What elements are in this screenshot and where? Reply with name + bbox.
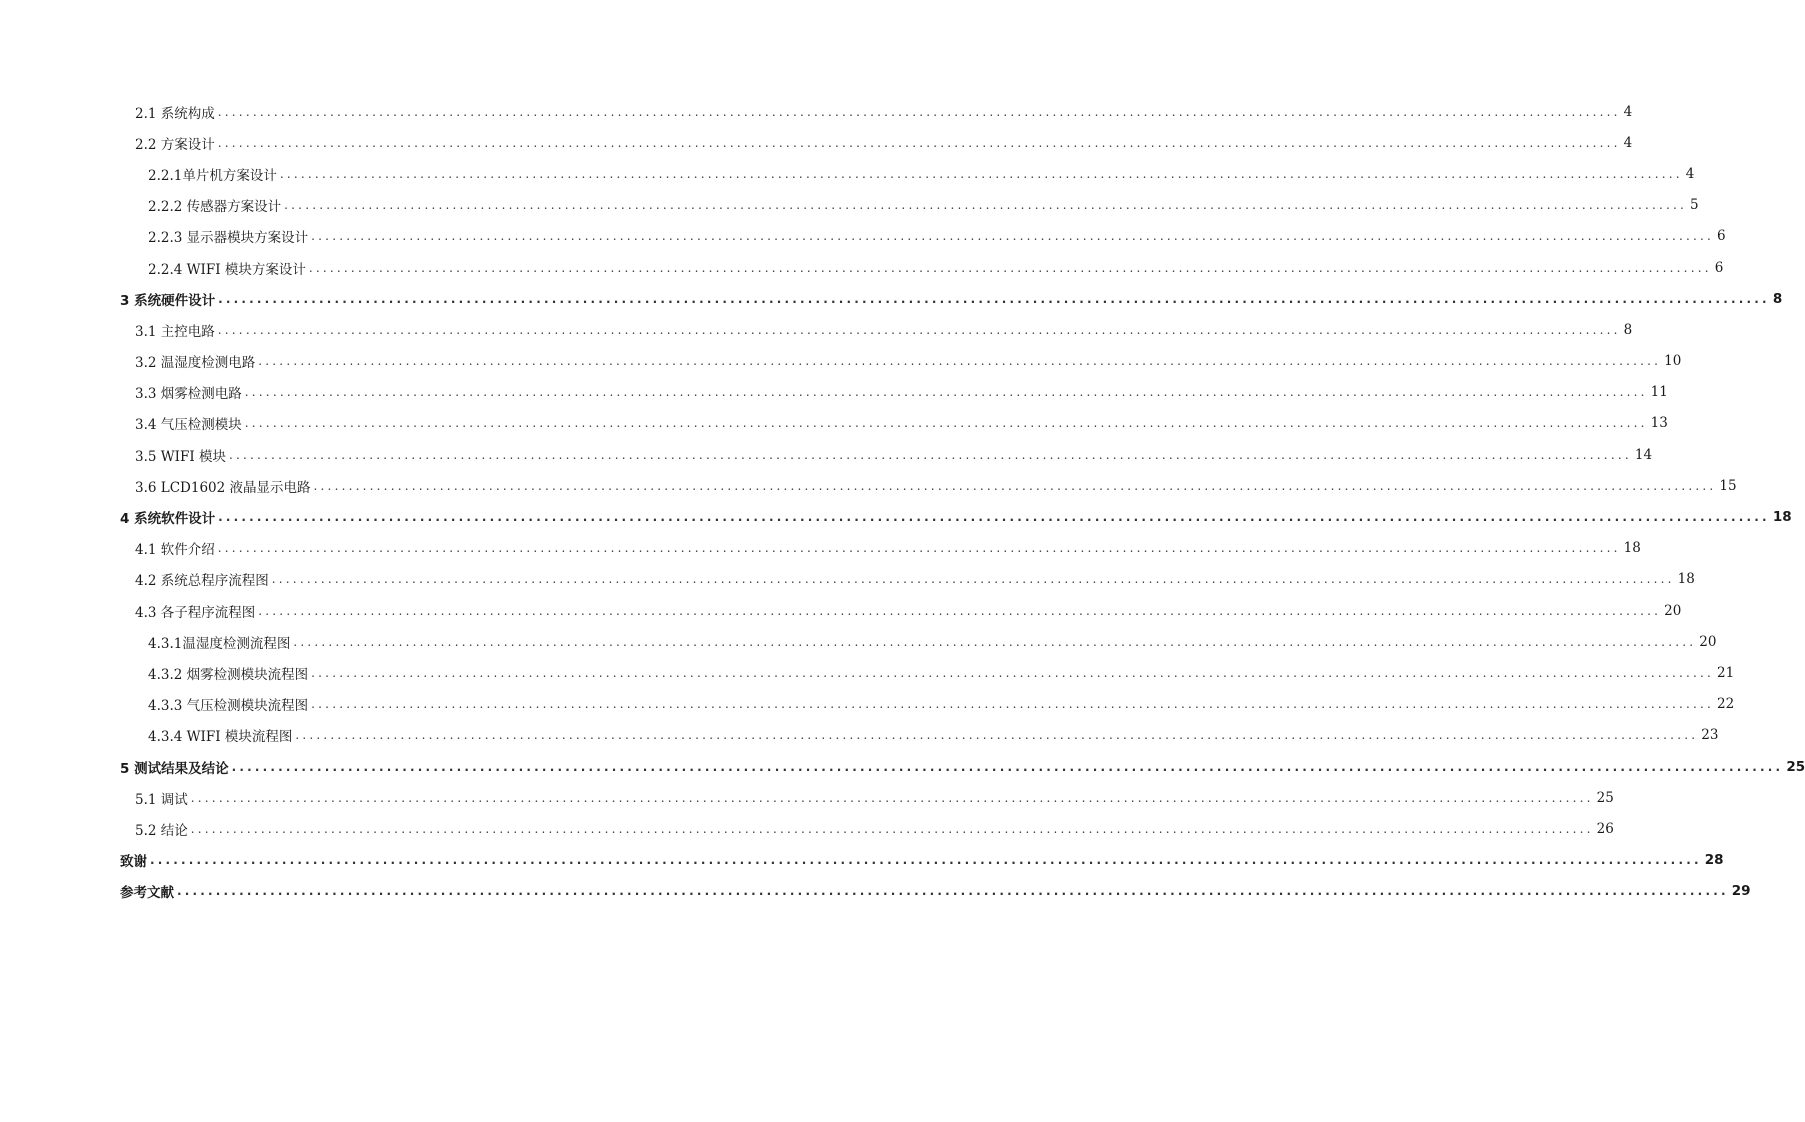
toc-entry-label: 5.2 结论	[135, 822, 188, 839]
toc-entry[interactable]	[0, 190, 1699, 221]
toc-dot-leader: ........................................................................................................................................................................................................	[311, 697, 1715, 712]
toc-dot-leader: ........................................................................................................................................................................................................	[311, 665, 1715, 680]
toc-entry-label: 4.3 各子程序流程图	[135, 604, 256, 621]
toc-dot-leader: ........................................................................................................................................................................................................	[177, 884, 1729, 899]
toc-dot-leader: ........................................................................................................................................................................................................	[295, 728, 1699, 743]
toc-entry[interactable]	[0, 252, 1724, 283]
toc-entry-page: 20	[1664, 602, 1682, 619]
toc-entry[interactable]	[0, 501, 1792, 532]
toc-entry-page: 4	[1623, 134, 1633, 151]
toc-entry-page: 13	[1650, 415, 1668, 432]
toc-entry-label: 3.5 WIFI 模块	[135, 448, 226, 465]
toc-entry[interactable]	[0, 346, 1682, 377]
toc-entry-page: 10	[1664, 353, 1682, 370]
toc-entry-page: 6	[1714, 259, 1724, 276]
toc-entry[interactable]	[0, 876, 1751, 907]
toc-entry[interactable]	[0, 720, 1719, 751]
toc-entry[interactable]	[0, 626, 1717, 657]
toc-dot-leader: ........................................................................................................................................................................................................	[217, 322, 1621, 337]
toc-dot-leader: ........................................................................................................................................................................................................	[313, 478, 1717, 493]
toc-entry-label: 致谢	[120, 854, 147, 871]
toc-entry-page: 25	[1596, 789, 1614, 806]
toc-entry[interactable]	[0, 813, 1614, 844]
toc-entry-label: 4.3.4 WIFI 模块流程图	[148, 729, 293, 746]
toc-entry-label: 2.2.2 传感器方案设计	[148, 199, 282, 216]
toc-entry-page: 15	[1719, 477, 1737, 494]
toc-entry-page: 8	[1772, 290, 1783, 307]
toc-entry-page: 4	[1623, 103, 1633, 120]
toc-entry-label: 参考文献	[120, 885, 174, 902]
toc-entry-label: 3.2 温湿度检测电路	[135, 355, 256, 372]
toc-entry[interactable]	[0, 127, 1633, 158]
toc-entry-page: 25	[1786, 758, 1805, 775]
toc-entry[interactable]	[0, 845, 1724, 876]
toc-dot-leader: ........................................................................................................................................................................................................	[217, 541, 1621, 556]
toc-entry-label: 4.3.3 气压检测模块流程图	[148, 698, 309, 715]
toc-entry-label: 4.2 系统总程序流程图	[135, 573, 269, 590]
table-of-contents	[0, 96, 1805, 907]
toc-entry[interactable]	[0, 283, 1783, 314]
toc-entry-page: 18	[1623, 540, 1641, 557]
toc-entry[interactable]	[0, 657, 1735, 688]
toc-entry-label: 3.1 主控电路	[135, 323, 215, 340]
toc-entry-page: 6	[1717, 228, 1726, 245]
toc-dot-leader: ........................................................................................................................................................................................................	[279, 166, 1683, 181]
toc-dot-leader: ........................................................................................................................................................................................................	[217, 135, 1621, 150]
toc-dot-leader: ........................................................................................................................................................................................................	[217, 104, 1621, 119]
toc-entry-label: 2.2.3 显示器模块方案设计	[148, 230, 309, 247]
toc-dot-leader: ........................................................................................................................................................................................................	[258, 354, 1662, 369]
toc-entry-label: 2.2.4 WIFI 模块方案设计	[148, 261, 306, 278]
toc-entry[interactable]	[0, 564, 1695, 595]
toc-entry[interactable]	[0, 470, 1737, 501]
toc-dot-leader: ........................................................................................................................................................................................................	[228, 447, 1632, 462]
toc-entry-label: 2.1 系统构成	[135, 105, 215, 122]
toc-entry-label: 2.2.1单片机方案设计	[148, 167, 277, 184]
toc-dot-leader: ........................................................................................................................................................................................................	[218, 510, 1770, 525]
toc-dot-leader: ........................................................................................................................................................................................................	[293, 634, 1697, 649]
toc-entry-page: 20	[1699, 633, 1717, 650]
toc-entry-page: 4	[1685, 165, 1695, 182]
toc-entry[interactable]	[0, 439, 1653, 470]
toc-dot-leader: ........................................................................................................................................................................................................	[258, 603, 1662, 618]
toc-entry-label: 4 系统软件设计	[120, 511, 216, 528]
toc-entry[interactable]	[0, 533, 1641, 564]
toc-dot-leader: ........................................................................................................................................................................................................	[284, 198, 1688, 213]
toc-entry[interactable]	[0, 751, 1805, 782]
toc-entry-page: 29	[1731, 883, 1751, 900]
toc-entry[interactable]	[0, 158, 1695, 189]
toc-entry-page: 22	[1717, 696, 1735, 713]
toc-dot-leader: ........................................................................................................................................................................................................	[308, 260, 1712, 275]
toc-entry-page: 8	[1623, 321, 1633, 338]
toc-entry-page: 5	[1690, 197, 1699, 214]
toc-entry-page: 21	[1717, 664, 1735, 681]
toc-entry[interactable]	[0, 689, 1735, 720]
toc-entry[interactable]	[0, 377, 1668, 408]
toc-entry[interactable]	[0, 96, 1633, 127]
toc-dot-leader: ........................................................................................................................................................................................................	[311, 229, 1715, 244]
toc-dot-leader: ........................................................................................................................................................................................................	[218, 291, 1770, 306]
toc-entry[interactable]	[0, 314, 1633, 345]
toc-dot-leader: ........................................................................................................................................................................................................	[190, 790, 1594, 805]
toc-entry[interactable]	[0, 782, 1614, 813]
toc-entry-page: 26	[1596, 820, 1614, 837]
toc-dot-leader: ........................................................................................................................................................................................................	[271, 572, 1675, 587]
toc-entry-page: 18	[1772, 509, 1792, 526]
toc-dot-leader: ........................................................................................................................................................................................................	[190, 821, 1594, 836]
toc-entry[interactable]	[0, 408, 1668, 439]
toc-entry-page: 18	[1677, 571, 1695, 588]
toc-entry-label: 3.3 烟雾检测电路	[135, 386, 242, 403]
toc-entry-page: 14	[1634, 446, 1653, 463]
toc-entry[interactable]	[0, 221, 1726, 252]
toc-entry-label: 5.1 调试	[135, 791, 188, 808]
toc-dot-leader: ........................................................................................................................................................................................................	[244, 385, 1648, 400]
toc-entry[interactable]	[0, 595, 1682, 626]
toc-entry-label: 3 系统硬件设计	[120, 292, 216, 309]
toc-dot-leader: ........................................................................................................................................................................................................	[244, 416, 1648, 431]
toc-entry-label: 4.3.1温湿度检测流程图	[148, 635, 291, 652]
toc-entry-label: 2.2 方案设计	[135, 136, 215, 153]
toc-entry-label: 4.1 软件介绍	[135, 542, 215, 559]
toc-entry-label: 5 测试结果及结论	[120, 760, 229, 777]
toc-entry-label: 4.3.2 烟雾检测模块流程图	[148, 666, 309, 683]
toc-entry-label: 3.6 LCD1602 液晶显示电路	[135, 479, 311, 496]
toc-entry-page: 11	[1650, 384, 1668, 401]
toc-dot-leader: ........................................................................................................................................................................................................	[231, 759, 1784, 774]
toc-entry-page: 28	[1704, 852, 1724, 869]
toc-entry-page: 23	[1701, 727, 1719, 744]
toc-dot-leader: ........................................................................................................................................................................................................	[150, 853, 1702, 868]
toc-entry-label: 3.4 气压检测模块	[135, 417, 242, 434]
